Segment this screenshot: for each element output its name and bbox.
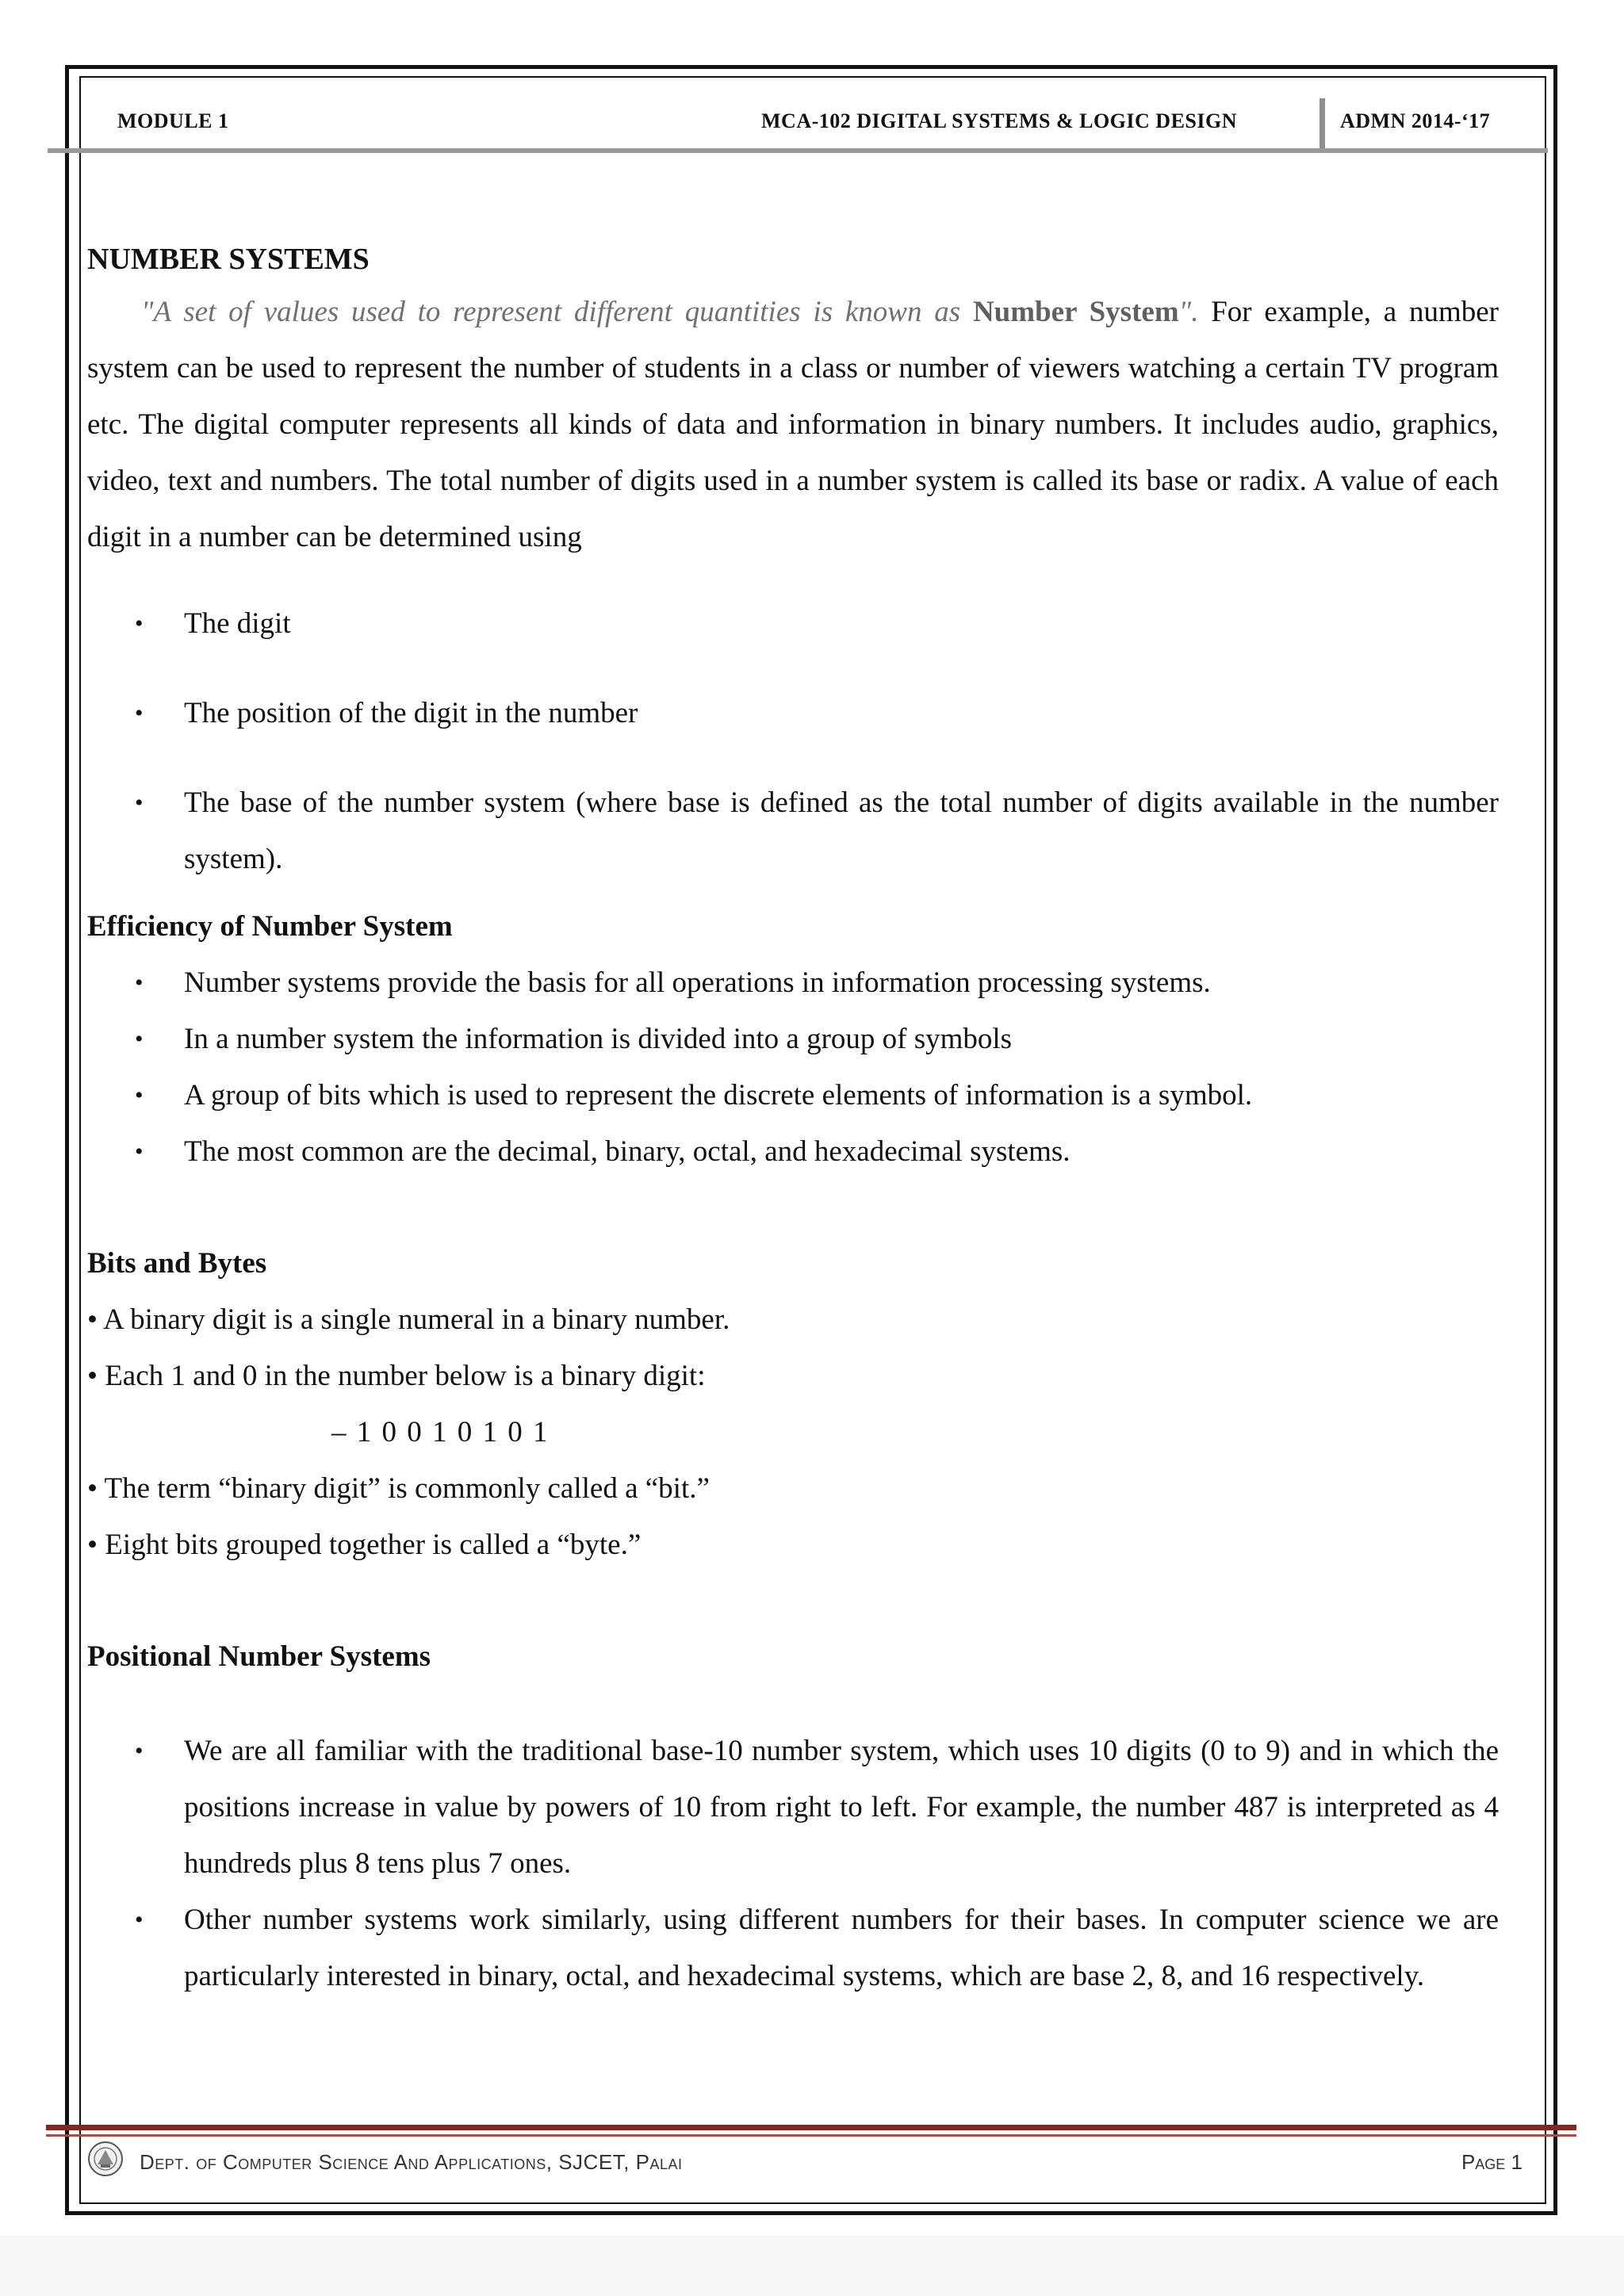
list-item: • Number systems provide the basis for all operations in information processing systems. — [87, 955, 1499, 1011]
positional-list — [87, 1723, 1499, 2004]
bits-line: • Eight bits grouped together is called a “byte.” — [87, 1529, 642, 1561]
list-item: • We are all familiar with the traditional base-10 number system, which uses 10 digits (0 to 9) and in which the positions increase in value by powers of 10 from right to left. For example, the number 487 is interpreted as 4 hundreds plus 8 tens plus 7 ones. — [87, 1723, 1499, 1892]
section-title-bits-bytes: Bits and Bytes — [87, 1247, 267, 1280]
list-item: • In a number system the information is divided into a group of symbols — [87, 1011, 1499, 1067]
quote-term: Number System — [972, 296, 1179, 328]
footer-rule-thin — [46, 2134, 1576, 2137]
footer-page-number: Page 1 — [1461, 2150, 1522, 2174]
intro-paragraph — [87, 284, 1499, 565]
footer-rule — [46, 2125, 1576, 2130]
quote-open: "A set of values used to represent different quantities is known as — [141, 296, 973, 328]
list-item: • The base of the number system (where base is defined as the total number of digits available in the number system). — [87, 775, 1499, 887]
footer-department: Dept. of Computer Science And Applications, SJCET, Palai — [140, 2150, 683, 2174]
list-item: • Other number systems work similarly, using different numbers for their bases. In computer science we are particularly interested in binary, octal, and hexadecimal systems, which are base 2, 8, and 16 respectively. — [87, 1892, 1499, 2004]
college-seal-icon — [87, 2141, 124, 2177]
list-item: • The position of the digit in the number — [87, 685, 1499, 741]
quote-close: ". — [1178, 296, 1199, 328]
section-title-efficiency: Efficiency of Number System — [87, 910, 453, 943]
page-bottom-margin — [0, 2236, 1624, 2296]
section-title-number-systems: NUMBER SYSTEMS — [87, 243, 370, 276]
header-admission-year: ADMN 2014-‘17 — [1340, 109, 1491, 132]
list-item: • The most common are the decimal, binary, octal, and hexadecimal systems. — [87, 1123, 1499, 1180]
efficiency-list — [87, 955, 1499, 1180]
header-module: MODULE 1 — [117, 109, 229, 132]
bits-line: • A binary digit is a single numeral in a binary number. — [87, 1303, 730, 1336]
bits-line: • The term “binary digit” is commonly called a “bit.” — [87, 1472, 710, 1505]
page-content — [87, 235, 1499, 2004]
section-title-positional: Positional Number Systems — [87, 1640, 431, 1673]
header-course-title: MCA-102 DIGITAL SYSTEMS & LOGIC DESIGN — [761, 109, 1238, 132]
digit-value-list — [87, 595, 1499, 887]
definition-quote — [141, 296, 1198, 328]
header-rule — [48, 148, 1548, 153]
intro-body-text: For example, a number system can be used to represent the number of students in a class or number of viewers watching a certain TV program etc. The digital computer represents all kinds of data and information in binary numbers. It includes audio, graphics, video, text and numbers. The total number of digits used in a number system is called its base or radix. A value of each digit in a number can be determined using — [87, 296, 1499, 553]
list-item: • The digit — [87, 595, 1499, 652]
header-divider — [1320, 98, 1325, 149]
bits-line: • Each 1 and 0 in the number below is a binary digit: — [87, 1360, 706, 1392]
list-item: • A group of bits which is used to represent the discrete elements of information is a symbol. — [87, 1067, 1499, 1123]
binary-example: – 1 0 0 1 0 1 0 1 — [331, 1416, 550, 1448]
